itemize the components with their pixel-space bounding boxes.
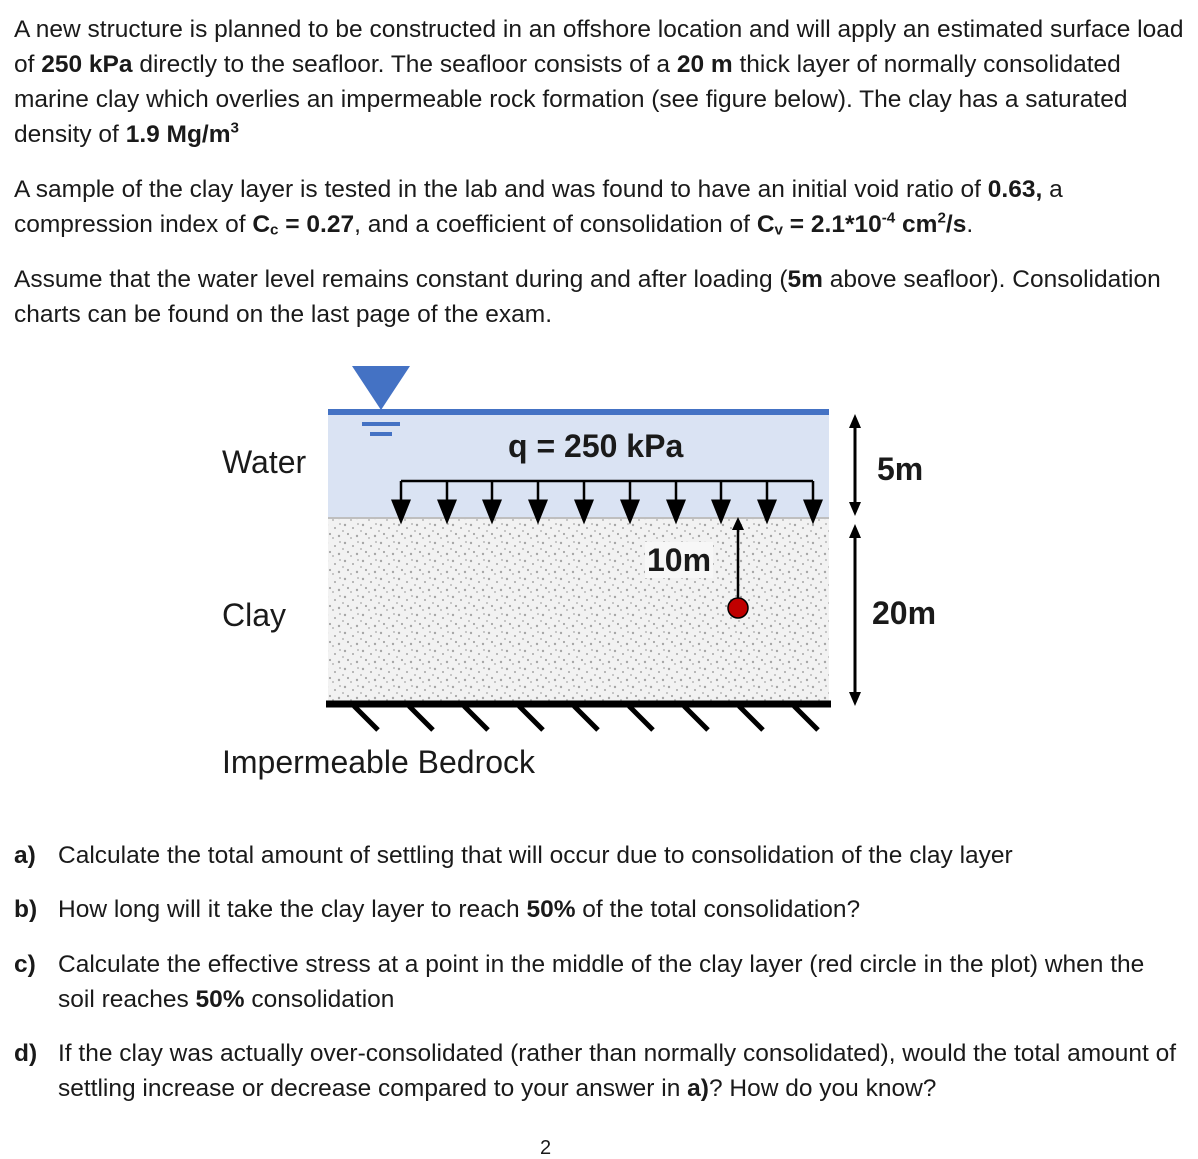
question-b [14,892,1184,927]
text-run: . [966,211,974,238]
text-run: a compression index of [14,176,1063,238]
text-run: cm [895,211,938,238]
question-a [14,838,1184,873]
clay-thickness-arrow-bottom [849,692,861,706]
text-run: of the total consolidation? [575,896,861,923]
text-run: Calculate the total amount of settling that will occur due to consolidation of the clay layer [58,842,1013,869]
water-label: Water [222,444,307,480]
text-run: a) [687,1075,709,1102]
text-run: v [774,221,783,239]
clay-thickness-label: 20m [872,595,937,631]
stress-point-marker [728,598,748,618]
text-run: 50% [195,986,245,1013]
text-run: = 0.27 [278,211,355,238]
text-run: 1.9 Mg/m [125,121,231,148]
text-run: , and a coefficient of consolidation of [354,211,757,238]
water-level-triangle [352,366,410,410]
question-text [58,947,1184,1017]
water-depth-arrow-bottom [849,502,861,516]
depth-label: 10m [647,542,712,578]
text-run: above seafloor). Consolidation charts can be found on the last page of the exam. [14,266,1161,328]
text-run: 50% [526,896,576,923]
clay-layer [328,518,829,702]
question-text [58,892,1184,927]
clay-label: Clay [222,597,287,633]
text-run: If the clay was actually over-consolidated (rather than normally consolidated), would the total amount of settling increase or decrease compared to your answer in [58,1040,1177,1102]
text-run: A new structure is planned to be constructed in an offshore location and will apply an estimated surface load of [14,16,1184,78]
text-run: 2 [937,209,946,227]
text-run: ? How do you know? [708,1075,937,1102]
bedrock-hatching [354,706,818,730]
text-run: 250 kPa [41,51,133,78]
text-run: -4 [881,209,896,227]
water-depth-arrow-top [849,414,861,428]
text-run: C [252,211,271,238]
question-c [14,947,1184,1017]
text-run: A sample of the clay layer is tested in the lab and was found to have an initial void ratio of [14,176,988,203]
text-run: thick layer of normally consolidated marine clay which overlies an impermeable rock formation (see figure below). The clay has a saturated density of [14,51,1128,148]
text-run: How long will it take the clay layer to reach [58,896,527,923]
bedrock [326,704,831,730]
question-letter: b) [14,896,38,923]
clay-thickness-arrow-top [849,524,861,538]
text-run: Assume that the water level remains constant during and after loading ( [14,266,788,293]
question-d [14,1036,1184,1106]
text-run: Calculate the effective stress at a point in the middle of the clay layer (red circle in the plot) when the soil reaches [58,951,1145,1013]
text-run: C [756,211,775,238]
text-run: c [270,221,279,239]
question-text [58,1036,1184,1106]
question-letter: a) [14,842,36,869]
load-label: q = 250 kPa [508,428,684,464]
text-run: 3 [230,119,239,137]
question-text [58,838,1184,873]
question-letter: d) [14,1040,38,1067]
text-run: 0.63, [987,176,1043,203]
text-run: directly to the seafloor. The seafloor consists of a [132,51,677,78]
text-run: 5m [787,266,823,293]
text-run: = 2.1*10 [782,211,882,238]
text-run: consolidation [244,986,395,1013]
water-depth-label: 5m [877,451,924,487]
page-number: 2 [540,1137,552,1159]
question-letter: c) [14,951,36,978]
bedrock-label: Impermeable Bedrock [222,744,536,780]
text-run: /s [945,211,967,238]
text-run: 20 m [676,51,733,78]
